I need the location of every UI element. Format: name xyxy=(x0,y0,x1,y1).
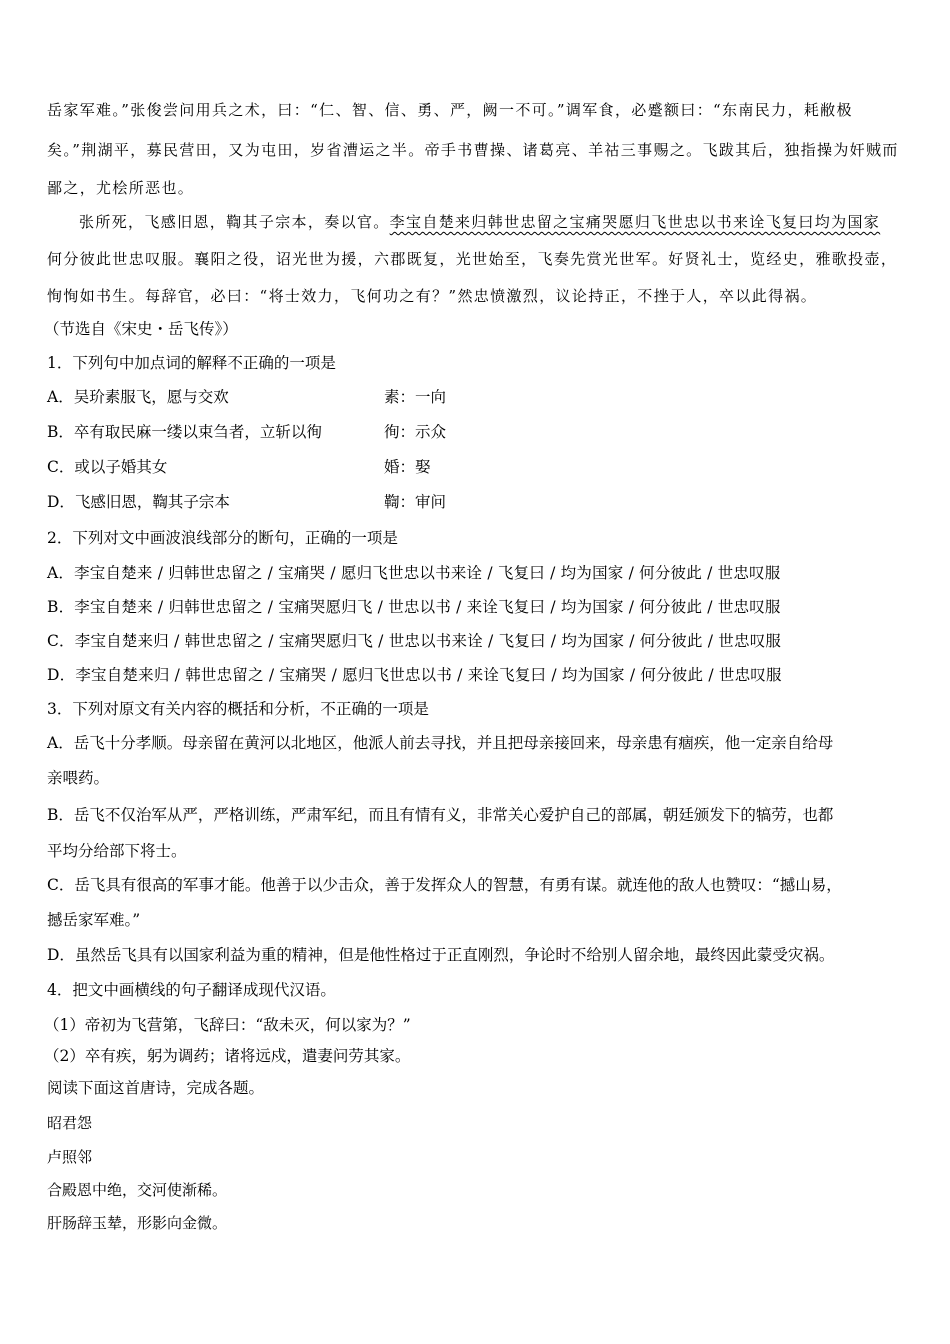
passage-line-6: 恂恂如书生。每辞官，必曰：“将士效力，飞何功之有？”然忠愤激烈，议论持正，不挫于人，卒以此得祸。 xyxy=(47,287,818,305)
passage-line-2: 矣。”荆湖平，募民营田，又为屯田，岁省漕运之半。帝手书曹操、诸葛亮、羊祜三事赐之。飞跋其后，独指操为奸贼而 xyxy=(47,141,899,159)
passage-source: （节选自《宋史・岳飞传》） xyxy=(44,320,238,338)
q1-option-a xyxy=(47,387,447,407)
q1-option-b-gloss: 徇：示众 xyxy=(384,423,447,441)
passage-line-4-plain: 张所死，飞感旧恩，鞫其子宗本，奏以官。 xyxy=(79,213,390,231)
passage-line-3: 鄙之，尤桧所恶也。 xyxy=(47,179,195,197)
passage-line-1: 岳家军难。”张俊尝问用兵之术，曰：“仁、智、信、勇、严，阙一不可。”调军食，必蹙额曰：“东南民力，耗敝极 xyxy=(47,101,853,119)
q3-option-d: D．虽然岳飞具有以国家利益为重的精神，但是他性格过于正直刚烈，争论时不给别人留余地，最终因此蒙受灾祸。 xyxy=(47,946,835,964)
q4-sentence-1: （1）帝初为飞营第，飞辞曰：“敌未灭，何以家为？” xyxy=(44,1016,411,1034)
q1-option-a-gloss: 素：一向 xyxy=(384,388,447,406)
q1-option-d-gloss: 鞫：审问 xyxy=(384,493,447,511)
q2-option-d: D．李宝自楚来归 / 韩世忠留之 / 宝痛哭 / 愿归飞世忠以书 / 来诠飞复曰 / 均为国家 / 何分彼此 / 世忠叹服 xyxy=(47,666,782,684)
q1-option-c-text: C．或以子婚其女 xyxy=(47,458,168,476)
poem-intro: 阅读下面这首唐诗，完成各题。 xyxy=(47,1079,265,1097)
passage-line-4 xyxy=(79,212,880,232)
q3-option-b-line-2: 平均分给部下将士。 xyxy=(47,842,187,860)
q3-option-a-line-1: A．岳飞十分孝顺。母亲留在黄河以北地区，他派人前去寻找，并且把母亲接回来，母亲患有痼疾，他一定亲自给母 xyxy=(47,734,834,752)
q3-stem: 3．下列对原文有关内容的概括和分析，不正确的一项是 xyxy=(47,700,429,718)
q1-option-d-text: D．飞感旧恩，鞫其子宗本 xyxy=(47,493,230,511)
q3-option-c-line-1: C．岳飞具有很高的军事才能。他善于以少击众，善于发挥众人的智慧，有勇有谋。就连他的敌人也赞叹：“撼山易， xyxy=(47,876,842,894)
q1-option-d xyxy=(47,492,447,512)
q1-option-c-gloss: 婚：娶 xyxy=(384,458,431,476)
q1-option-b xyxy=(47,422,447,442)
q2-stem: 2．下列对文中画波浪线部分的断句，正确的一项是 xyxy=(47,529,398,547)
wavy-underlined-sentence: 李宝自楚来归韩世忠留之宝痛哭愿归飞世忠以书来诠飞复曰均为国家 xyxy=(389,213,881,231)
q2-option-a: A．李宝自楚来 / 归韩世忠留之 / 宝痛哭 / 愿归飞世忠以书来诠 / 飞复曰 / 均为国家 / 何分彼此 / 世忠叹服 xyxy=(47,564,781,582)
q1-option-c xyxy=(47,457,431,477)
q4-sentence-2: （2）卒有疾，躬为调药；诸将远戍，遣妻问劳其家。 xyxy=(44,1047,411,1065)
q1-stem: 1．下列句中加点词的解释不正确的一项是 xyxy=(47,354,336,372)
poem-author: 卢照邻 xyxy=(47,1148,93,1166)
q2-option-b: B．李宝自楚来 / 归韩世忠留之 / 宝痛哭愿归飞 / 世忠以书 / 来诠飞复曰 / 均为国家 / 何分彼此 / 世忠叹服 xyxy=(47,598,781,616)
q2-option-c: C．李宝自楚来归 / 韩世忠留之 / 宝痛哭愿归飞 / 世忠以书来诠 / 飞复曰 / 均为国家 / 何分彼此 / 世忠叹服 xyxy=(47,632,782,650)
q1-option-b-text: B．卒有取民麻一缕以束刍者，立斩以徇 xyxy=(47,423,322,441)
q3-option-b-line-1: B．岳飞不仅治军从严，严格训练，严肃军纪，而且有情有义，非常关心爱护自己的部属，朝廷颁发下的犒劳，也都 xyxy=(47,806,834,824)
q3-option-c-line-2: 撼岳家军难。” xyxy=(47,911,141,929)
q1-option-a-text: A．吴玠素服飞，愿与交欢 xyxy=(47,388,229,406)
passage-line-5: 何分彼此世忠叹服。襄阳之役，诏光世为援，六郡既复，光世始至，飞奏先赏光世军。好贤礼士，览经史，雅歌投壶， xyxy=(47,250,898,268)
q4-stem: 4．把文中画横线的句子翻译成现代汉语。 xyxy=(47,981,336,999)
poem-line-2: 肝肠辞玉辇，形影向金微。 xyxy=(47,1214,228,1232)
poem-line-1: 合殿恩中绝，交河使渐稀。 xyxy=(47,1181,228,1199)
poem-title: 昭君怨 xyxy=(47,1114,93,1132)
q3-option-a-line-2: 亲喂药。 xyxy=(47,769,110,787)
